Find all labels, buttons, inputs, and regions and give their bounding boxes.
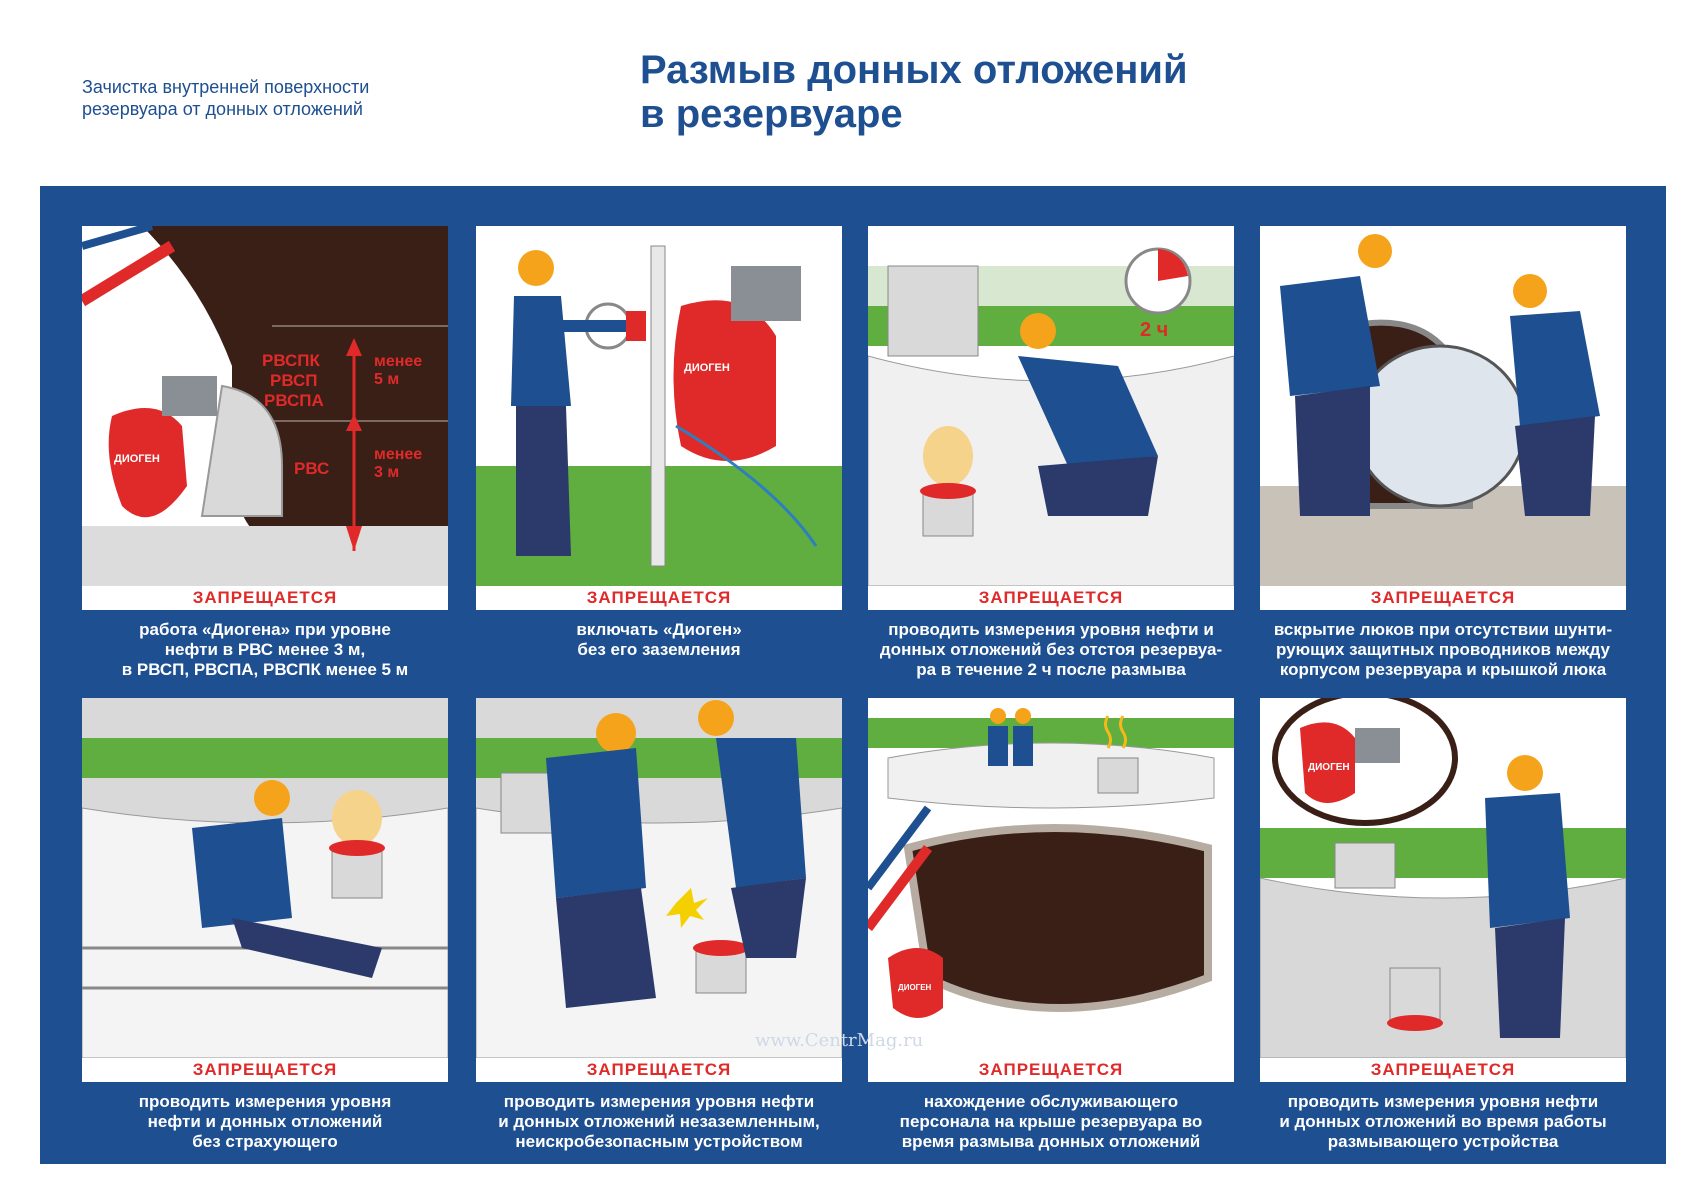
level-label: менее: [374, 446, 423, 463]
subtitle-line: резервуара от донных отложений: [82, 99, 363, 119]
caption-line: в РВСП, РВСПА, РВСПК менее 5 м: [121, 660, 409, 679]
title-line: Размыв донных отложений: [640, 48, 1188, 92]
caption-line: донных отложений без отстоя резервуа-: [879, 640, 1223, 659]
panel-1: [82, 226, 448, 680]
caption-line: размывающего устройства: [1327, 1132, 1559, 1151]
title-line: в резервуаре: [640, 92, 903, 136]
prohibited-band: ЗАПРЕЩАЕТСЯ: [868, 586, 1234, 610]
panel-caption: [1245, 620, 1641, 680]
subtitle: [82, 76, 482, 120]
illustration-settling-time: [868, 226, 1234, 586]
caption-line: проводить измерения уровня нефти: [1287, 1092, 1599, 1111]
tank-type-label: РВСПА: [264, 391, 324, 410]
caption-line: и донных отложений во время работы: [1279, 1112, 1607, 1131]
illustration-ungrounded-device: [476, 698, 842, 1058]
caption-line: работа «Диогена» при уровне: [139, 620, 391, 639]
panel-caption: [461, 1092, 857, 1152]
panel-5: [82, 698, 448, 1152]
panel-caption: [67, 620, 463, 680]
panel-3: [868, 226, 1234, 680]
prohibited-band: ЗАПРЕЩАЕТСЯ: [1260, 1058, 1626, 1082]
caption-line: без страхующего: [192, 1132, 338, 1151]
timer-label: 2 ч: [1140, 319, 1169, 341]
caption-line: и донных отложений незаземленным,: [498, 1112, 820, 1131]
tank-type-label: РВСП: [270, 371, 318, 390]
caption-line: проводить измерения уровня нефти: [503, 1092, 815, 1111]
level-label: 5 м: [374, 371, 400, 388]
illustration-hatch-opening: [1260, 226, 1626, 586]
diogen-label: ДИОГЕН: [114, 453, 160, 465]
watermark: www.CentrMag.ru: [755, 1030, 924, 1051]
caption-line: рующих защитных проводников между: [1276, 640, 1610, 659]
tank-type-label: РВСПК: [262, 351, 320, 370]
prohibited-band: ЗАПРЕЩАЕТСЯ: [476, 586, 842, 610]
caption-line: ра в течение 2 ч после размыва: [916, 660, 1186, 679]
panel-2: [476, 226, 842, 660]
panel-8: [1260, 698, 1626, 1152]
prohibited-band: ЗАПРЕЩАЕТСЯ: [82, 586, 448, 610]
illustration-roof-personnel: [868, 698, 1234, 1058]
illustration-measuring-during-operation: [1260, 698, 1626, 1058]
caption-line: проводить измерения уровня нефти и: [888, 620, 1214, 639]
poster-board: [40, 186, 1666, 1164]
panel-caption: [67, 1092, 463, 1152]
panel-6: [476, 698, 842, 1152]
page-title: [640, 48, 1340, 136]
panel-4: [1260, 226, 1626, 680]
prohibited-band: ЗАПРЕЩАЕТСЯ: [476, 1058, 842, 1082]
panel-caption: [461, 620, 857, 660]
caption-line: включать «Диоген»: [576, 620, 742, 639]
panel-7: [868, 698, 1234, 1152]
caption-line: время размыва донных отложений: [901, 1132, 1201, 1151]
prohibited-band: ЗАПРЕЩАЕТСЯ: [868, 1058, 1234, 1082]
caption-line: персонала на крыше резервуара во: [899, 1112, 1203, 1131]
illustration-no-insurer: [82, 698, 448, 1058]
illustration-grounding: [476, 226, 842, 586]
caption-line: корпусом резервуара и крышкой люка: [1279, 660, 1607, 679]
caption-line: без его заземления: [577, 640, 741, 659]
caption-line: нефти и донных отложений: [147, 1112, 383, 1131]
level-label: 3 м: [374, 464, 400, 481]
caption-line: нахождение обслуживающего: [923, 1092, 1179, 1111]
subtitle-line: Зачистка внутренней поверхности: [82, 77, 370, 97]
caption-line: неискробезопасным устройством: [515, 1132, 803, 1151]
diogen-label: ДИОГЕН: [898, 983, 932, 992]
diogen-label: ДИОГЕН: [684, 362, 730, 374]
panel-caption: [853, 1092, 1249, 1152]
panel-caption: [853, 620, 1249, 680]
caption-line: вскрытие люков при отсутствии шунти-: [1273, 620, 1613, 639]
caption-line: проводить измерения уровня: [138, 1092, 392, 1111]
prohibited-band: ЗАПРЕЩАЕТСЯ: [82, 1058, 448, 1082]
caption-line: нефти в РВС менее 3 м,: [164, 640, 366, 659]
illustration-tank-level: [82, 226, 448, 586]
level-label: менее: [374, 353, 423, 370]
panel-caption: [1245, 1092, 1641, 1152]
diogen-label: ДИОГЕН: [1308, 762, 1350, 773]
rvs-label: РВС: [294, 459, 330, 478]
prohibited-band: ЗАПРЕЩАЕТСЯ: [1260, 586, 1626, 610]
